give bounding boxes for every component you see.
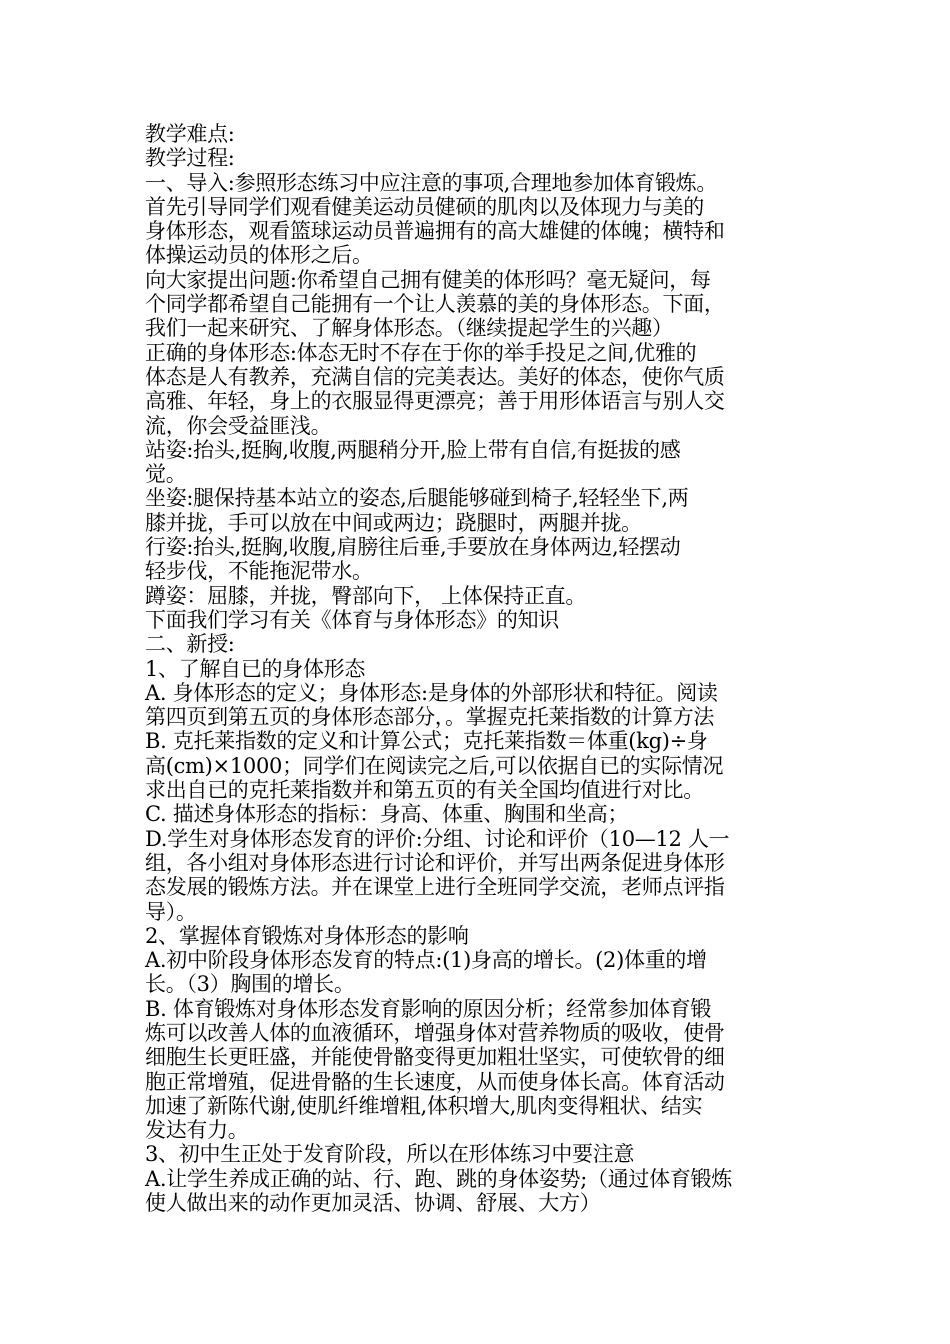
text-line: 首先引导同学们观看健美运动员健硕的肌肉以及体现力与美的: [145, 194, 704, 219]
text-line: 细胞生长更旺盛，并能使骨骼变得更加粗壮坚实，可使软骨的细: [145, 1045, 725, 1070]
text-line: B. 克托莱指数的定义和计算公式；克托莱指数＝体重(kg)÷身: [145, 729, 708, 754]
text-line: 1、了解自已的身体形态: [145, 656, 366, 681]
text-line: 个同学都希望自己能拥有一个让人羡慕的美的身体形态。下面，: [145, 292, 725, 317]
text-line: 体态是人有教养，充满自信的完美表达。美好的体态，使你气质: [145, 364, 725, 389]
text-line: 高(cm)×1000；同学们在阅读完之后,可以依据自已的实际情况: [145, 753, 724, 778]
text-line: 发达有力。: [145, 1118, 249, 1143]
text-line: A.初中阶段身体形态发育的特点:(1)身高的增长。(2)体重的增: [145, 948, 707, 973]
text-line: 二、新授:: [145, 632, 235, 657]
text-line: 一、导入:参照形态练习中应注意的事项,合理地参加体育锻炼。: [145, 170, 718, 195]
text-line: 蹲姿：屈膝，并拢，臀部向下， 上体保持正直。: [145, 583, 587, 608]
text-line: 2、掌握体育锻炼对身体形态的影响: [145, 923, 469, 948]
text-line: 轻步伐，不能拖泥带水。: [145, 559, 373, 584]
text-line: 胞正常增殖，促进骨骼的生长速度，从而使身体长高。体育活动: [145, 1069, 725, 1094]
text-line: 膝并拢，手可以放在中间或两边；跷腿时，两腿并拢。: [145, 510, 642, 535]
text-line: 导）。: [145, 899, 197, 924]
text-line: 高雅、年轻，身上的衣服显得更漂亮；善于用形体语言与别人交: [145, 389, 725, 414]
text-line: 使人做出来的动作更加灵活、协调、舒展、大方）: [145, 1191, 601, 1216]
text-line: 站姿:抬头,挺胸,收腹,两腿稍分开,脸上带有自信,有挺拔的感: [145, 437, 681, 462]
text-line: 教学难点:: [145, 122, 235, 146]
text-line: 长。（3）胸围的增长。: [145, 972, 355, 997]
text-line: 行姿:抬头,挺胸,收腹,肩膀往后垂,手要放在身体两边,轻摆动: [145, 535, 681, 560]
text-line: 炼可以改善人体的血液循环，增强身体对营养物质的吸收，使骨: [145, 1020, 725, 1045]
text-line: A.让学生养成正确的站、行、跑、跳的身体姿势;（通过体育锻炼: [145, 1166, 732, 1191]
text-line: 坐姿:腿保持基本站立的姿态,后腿能够碰到椅子,轻轻坐下,两: [145, 486, 689, 511]
text-line: 正确的身体形态:体态无时不存在于你的举手投足之间,优雅的: [145, 340, 697, 365]
document-page: [145, 122, 810, 1215]
text-line: 身体形态，观看篮球运动员普遍拥有的高大雄健的体魄；横特和: [145, 219, 725, 244]
text-line: A. 身体形态的定义；身体形态:是身体的外部形状和特征。阅读: [145, 680, 718, 705]
text-line: 第四页到第五页的身体形态部分，。掌握克托莱指数的计算方法: [145, 705, 715, 730]
text-line: 教学过程:: [145, 146, 235, 171]
text-line: 流，你会受益匪浅。: [145, 413, 332, 438]
text-line: 觉。: [145, 462, 187, 487]
text-line: 态发展的锻炼方法。并在课堂上进行全班同学交流，老师点评指: [145, 875, 725, 900]
text-line: D.学生对身体形态发育的评价:分组、讨论和评价（10—12 人一: [145, 826, 730, 851]
text-line: 我们一起来研究、了解身体形态。（继续提起学生的兴趣）: [145, 316, 673, 341]
text-line: 3、初中生正处于发育阶段，所以在形体练习中要注意: [145, 1142, 635, 1167]
text-line: 体操运动员的体形之后。: [145, 243, 373, 268]
text-line: C. 描述身体形态的指标：身高、体重、胸围和坐高；: [145, 802, 629, 827]
text-line: 组，各小组对身体形态进行讨论和评价，并写出两条促进身体形: [145, 850, 725, 875]
text-line: 求出自已的克托莱指数并和第五页的有关全国均值进行对比。: [145, 778, 704, 803]
text-line: 下面我们学习有关《体育与身体形态》的知识: [145, 607, 559, 632]
text-line: B. 体育锻炼对身体形态发育影响的原因分析；经常参加体育锻: [145, 996, 712, 1021]
text-line: 加速了新陈代谢,使肌纤维增粗,体积增大,肌肉变得粗状、结实: [145, 1093, 703, 1118]
text-line: 向大家提出问题:你希望自己拥有健美的体形吗？毫无疑问，每: [145, 267, 711, 292]
